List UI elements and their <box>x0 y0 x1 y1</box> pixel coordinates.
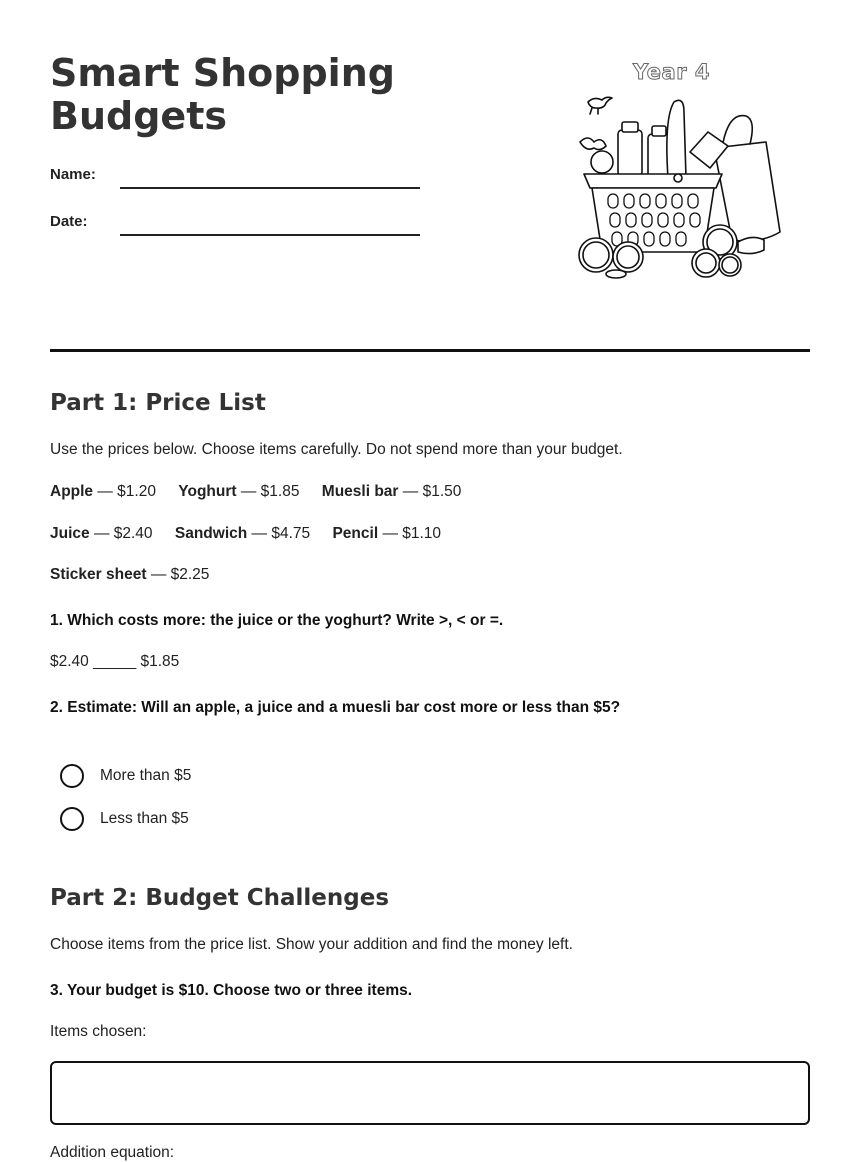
shopping-basket-icon <box>572 90 792 285</box>
question-1: 1. Which costs more: the juice or the yoghurt? Write >, < or =. <box>50 612 504 629</box>
price-list-row-2 <box>50 525 459 543</box>
part1-intro: Use the prices below. Choose items carefully. Do not spend more than your budget. <box>50 441 623 458</box>
title-line-2: Budgets <box>50 94 227 138</box>
price-item: Muesli bar — $1.50 <box>321 483 462 500</box>
worksheet-title <box>50 52 395 138</box>
title-line-1: Smart Shopping <box>50 51 395 95</box>
option-more-than-5[interactable] <box>60 764 191 788</box>
radio-button[interactable] <box>60 764 84 788</box>
price-item: Juice — $2.40 <box>50 525 153 542</box>
items-chosen-box[interactable] <box>50 1061 810 1125</box>
year-badge: Year 4 <box>633 60 710 84</box>
price-item: Sticker sheet — $2.25 <box>50 566 210 583</box>
price-item: Apple — $1.20 <box>50 483 156 500</box>
addition-equation-label: Addition equation: <box>50 1144 175 1161</box>
header-divider <box>50 349 810 352</box>
price-item: Pencil — $1.10 <box>332 525 442 542</box>
question-3: 3. Your budget is $10. Choose two or three items. <box>50 982 413 999</box>
radio-button[interactable] <box>60 807 84 831</box>
part1-heading: Part 1: Price List <box>50 390 266 416</box>
name-label: Name: <box>50 166 96 183</box>
part2-intro: Choose items from the price list. Show your addition and find the money left. <box>50 936 573 953</box>
option-label: More than $5 <box>100 767 192 784</box>
date-label: Date: <box>50 213 88 230</box>
name-field[interactable] <box>120 187 420 189</box>
items-chosen-label: Items chosen: <box>50 1023 147 1040</box>
price-item: Sandwich — $4.75 <box>174 525 311 542</box>
option-less-than-5[interactable] <box>60 807 189 831</box>
date-field[interactable] <box>120 234 420 236</box>
part2-heading: Part 2: Budget Challenges <box>50 885 390 911</box>
question-1-comparison[interactable]: $2.40 _____ $1.85 <box>50 653 180 670</box>
price-list-row-3 <box>50 566 227 584</box>
price-item: Yoghurt — $1.85 <box>178 483 300 500</box>
question-2: 2. Estimate: Will an apple, a juice and a muesli bar cost more or less than $5? <box>50 699 621 716</box>
price-list-row-1 <box>50 483 479 501</box>
option-label: Less than $5 <box>100 810 189 827</box>
